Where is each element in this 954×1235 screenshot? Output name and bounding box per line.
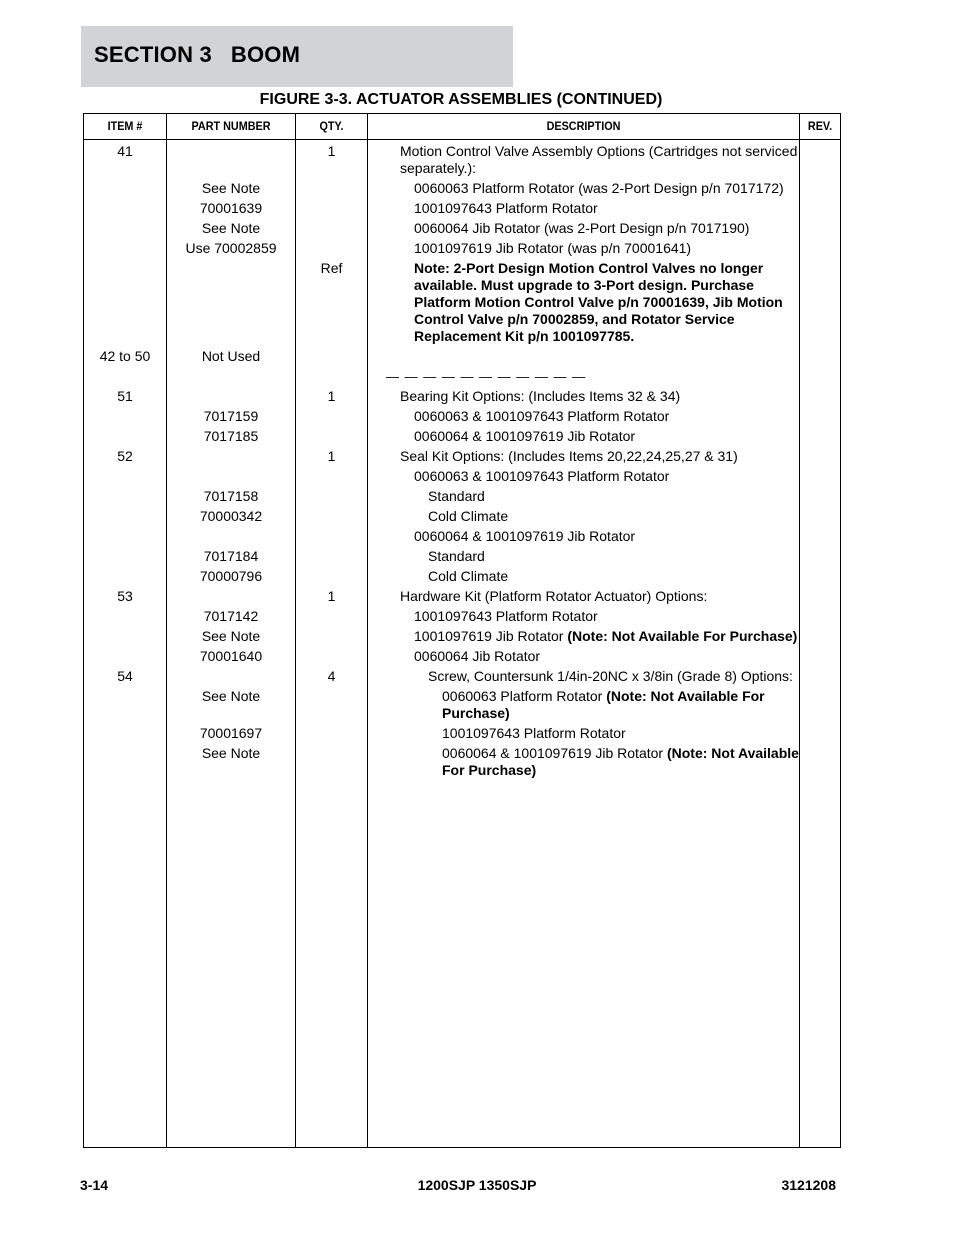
table-row xyxy=(84,528,840,545)
description-text: 0060064 Jib Rotator xyxy=(414,648,541,664)
description-text: Hardware Kit (Platform Rotator Actuator) Options: xyxy=(400,588,708,604)
part-number-cell: 7017158 xyxy=(203,488,259,504)
note-text: (Note: Not Available For Purchase) xyxy=(567,628,798,644)
table-row xyxy=(84,468,840,485)
description-cell xyxy=(400,388,800,405)
item-cell: 54 xyxy=(117,668,133,684)
note-text: (Note: Not Available For Purchase) xyxy=(442,688,765,721)
description-cell xyxy=(400,588,800,605)
table-row xyxy=(84,200,840,217)
column-divider xyxy=(799,1026,800,1147)
part-number-cell: 7017185 xyxy=(203,428,259,444)
section-title: SECTION 3 BOOM xyxy=(94,42,301,67)
table-row xyxy=(84,548,840,565)
description-cell xyxy=(428,568,804,585)
note-text: (Note: Not Available For Purchase) xyxy=(442,745,799,778)
part-number-cell: 7017142 xyxy=(203,608,259,624)
part-number-cell: See Note xyxy=(201,220,261,236)
description-cell xyxy=(414,240,802,257)
description-cell xyxy=(414,528,802,545)
qty-cell: Ref xyxy=(320,260,343,276)
description-text: Seal Kit Options: (Includes Items 20,22,24,25,27 & 31) xyxy=(400,448,738,464)
description-text: Cold Climate xyxy=(428,568,509,584)
header-description: DESCRIPTION xyxy=(546,119,621,133)
description-text: 1001097643 Platform Rotator xyxy=(442,725,626,741)
table-row xyxy=(84,448,840,465)
table-row xyxy=(84,488,840,505)
description-text: 1001097619 Jib Rotator xyxy=(414,628,564,644)
part-number-cell: Not Used xyxy=(201,348,261,364)
table-row xyxy=(84,180,840,197)
header-item: ITEM # xyxy=(107,119,143,133)
description-cell xyxy=(442,725,802,742)
description-cell xyxy=(442,745,802,779)
description-cell xyxy=(414,608,802,625)
description-text: 1001097619 Jib Rotator (was p/n 70001641) xyxy=(414,240,692,256)
description-text: Standard xyxy=(428,548,485,564)
separator-line: — — — — — — — — — — — xyxy=(386,369,587,384)
part-number-cell: 70000796 xyxy=(199,568,263,584)
description-cell xyxy=(414,408,802,425)
description-text: 0060064 & 1001097619 Jib Rotator xyxy=(414,428,636,444)
header-rev: REV. xyxy=(807,119,833,133)
part-number-cell: See Note xyxy=(201,628,261,644)
description-text: 0060063 Platform Rotator xyxy=(442,688,603,704)
description-cell xyxy=(414,180,802,197)
table-row xyxy=(84,240,840,257)
note-text: Note: 2-Port Design Motion Control Valves no longer available. Must upgrade to 3-Port design. Purchase Platform Motion Control Valve p/n 70001639, Jib Motion Control Valve p/n 70002859, and Rotator Service Replacement Kit p/n 1001097785. xyxy=(414,260,783,344)
description-text: 0060063 & 1001097643 Platform Rotator xyxy=(414,408,670,424)
table-row xyxy=(84,745,840,779)
table-row xyxy=(84,725,840,742)
description-text: Screw, Countersunk 1/4in-20NC x 3/8in (Grade 8) Options: xyxy=(428,668,793,684)
description-text: 0060064 & 1001097619 Jib Rotator xyxy=(414,528,636,544)
description-cell xyxy=(414,200,802,217)
qty-cell: 4 xyxy=(327,668,336,684)
description-cell xyxy=(400,348,800,365)
table-row xyxy=(84,348,840,384)
header-part-number: PART NUMBER xyxy=(191,119,271,133)
table-row xyxy=(84,668,840,685)
footer-model: 1200SJP 1350SJP xyxy=(417,1177,537,1193)
description-text: Cold Climate xyxy=(428,508,509,524)
description-text: 1001097643 Platform Rotator xyxy=(414,608,598,624)
qty-cell: 1 xyxy=(327,388,336,404)
description-cell xyxy=(442,688,802,722)
description-cell xyxy=(400,143,800,177)
description-text: 0060063 Platform Rotator (was 2-Port Design p/n 7017172) xyxy=(414,180,784,196)
table-row xyxy=(84,588,840,605)
part-number-cell: 70000342 xyxy=(199,508,263,524)
part-number-cell: 70001697 xyxy=(199,725,263,741)
part-number-cell: 7017159 xyxy=(203,408,259,424)
description-cell xyxy=(414,428,802,445)
table-row xyxy=(84,608,840,625)
parts-table xyxy=(83,113,841,1148)
table-row xyxy=(84,408,840,425)
description-text: 0060064 & 1001097619 Jib Rotator xyxy=(442,745,664,761)
table-row xyxy=(84,220,840,237)
part-number-cell: 70001639 xyxy=(199,200,263,216)
description-cell xyxy=(414,648,802,665)
item-cell: 53 xyxy=(117,588,133,604)
section-banner xyxy=(81,26,513,87)
table-row xyxy=(84,508,840,525)
table-body xyxy=(84,140,840,779)
description-cell xyxy=(400,448,800,465)
description-text: 0060063 & 1001097643 Platform Rotator xyxy=(414,468,670,484)
table-row xyxy=(84,648,840,665)
description-cell xyxy=(414,628,802,645)
part-number-cell: See Note xyxy=(201,688,261,704)
description-cell xyxy=(428,548,804,565)
table-row xyxy=(84,568,840,585)
part-number-cell: Use 70002859 xyxy=(185,240,277,256)
part-number-cell: 70001640 xyxy=(199,648,263,664)
item-cell: 52 xyxy=(117,448,133,464)
description-cell xyxy=(414,468,802,485)
header-qty: QTY. xyxy=(319,119,344,133)
table-row xyxy=(84,428,840,445)
table-row xyxy=(84,388,840,405)
qty-cell: 1 xyxy=(327,588,336,604)
part-number-cell: 7017184 xyxy=(203,548,259,564)
footer-doc-number: 3121208 xyxy=(781,1177,836,1193)
description-text: Motion Control Valve Assembly Options (Cartridges not serviced separately.): xyxy=(400,143,798,176)
description-text: Bearing Kit Options: (Includes Items 32 & 34) xyxy=(400,388,681,404)
footer-page-number: 3-14 xyxy=(80,1177,109,1193)
description-cell xyxy=(428,488,804,505)
table-row xyxy=(84,260,840,345)
description-cell xyxy=(428,508,804,525)
figure-title: FIGURE 3-3. ACTUATOR ASSEMBLIES (CONTINUED) xyxy=(259,91,663,108)
item-cell: 41 xyxy=(117,143,133,159)
part-number-cell: See Note xyxy=(201,180,261,196)
description-text: 1001097643 Platform Rotator xyxy=(414,200,598,216)
item-cell: 51 xyxy=(117,388,133,404)
description-cell xyxy=(428,668,804,685)
column-divider xyxy=(166,822,167,1147)
table-header xyxy=(84,114,840,140)
description-cell xyxy=(414,260,802,345)
qty-cell: 1 xyxy=(327,143,336,159)
item-cell: 42 to 50 xyxy=(99,348,151,364)
table-row xyxy=(84,628,840,645)
table-row xyxy=(84,143,840,177)
qty-cell: 1 xyxy=(327,448,336,464)
table-row xyxy=(84,688,840,722)
description-cell xyxy=(414,220,802,237)
description-text: 0060064 Jib Rotator (was 2-Port Design p/n 7017190) xyxy=(414,220,750,236)
part-number-cell: See Note xyxy=(201,745,261,761)
description-text: Standard xyxy=(428,488,485,504)
